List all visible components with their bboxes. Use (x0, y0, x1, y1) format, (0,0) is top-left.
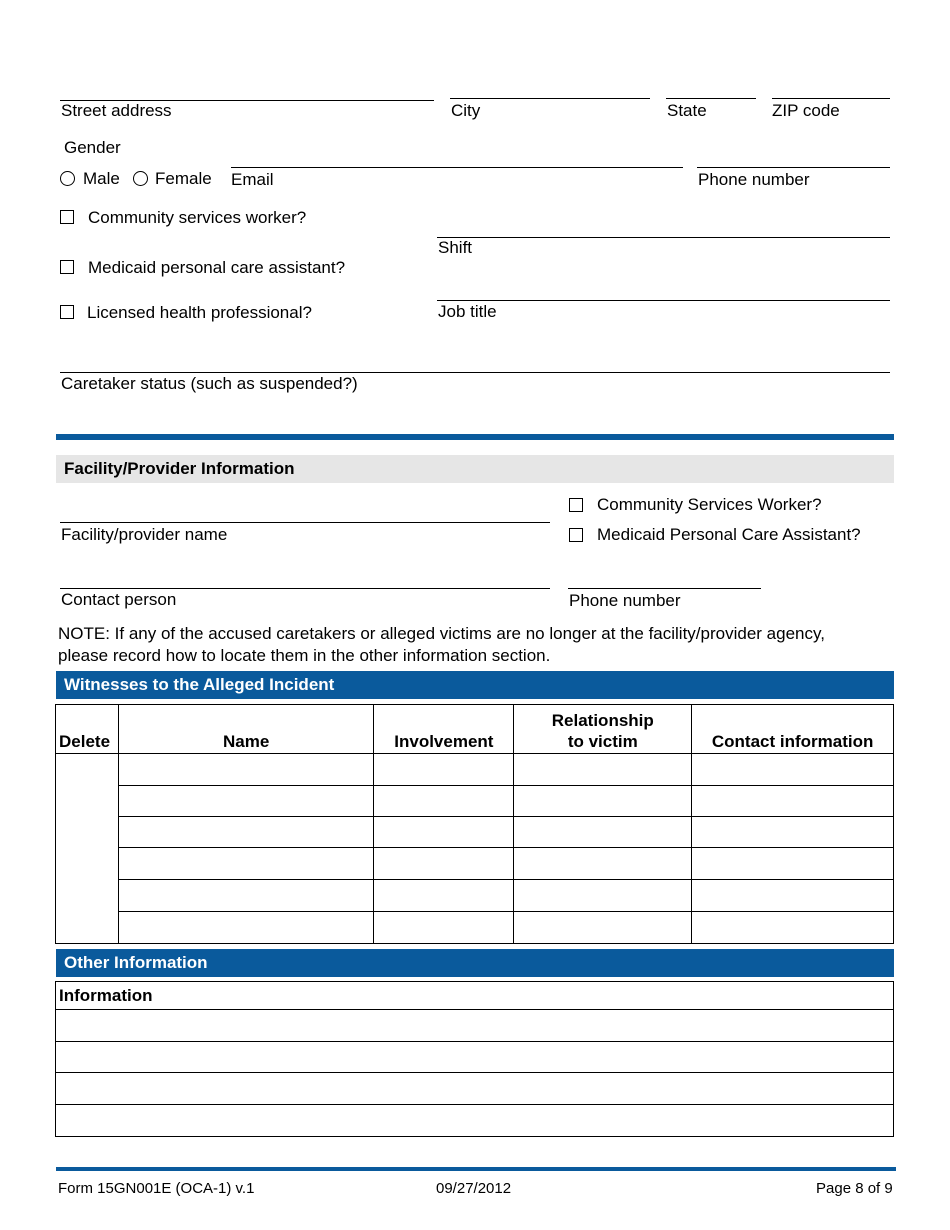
witness-contact-cell[interactable] (692, 817, 894, 848)
zip-code-label: ZIP code (772, 101, 840, 120)
witnesses-section-header: Witnesses to the Alleged Incident (56, 671, 894, 699)
other-info-table (55, 981, 894, 1137)
table-row (56, 1105, 894, 1137)
witness-relationship-cell[interactable] (514, 817, 692, 848)
community-worker-label: Community services worker? (88, 208, 307, 227)
gender-female-radio[interactable] (133, 171, 148, 186)
facility-section-header: Facility/Provider Information (56, 455, 894, 483)
witness-name-cell[interactable] (118, 848, 373, 880)
witness-relationship-cell[interactable] (514, 754, 692, 786)
witness-involvement-cell[interactable] (374, 912, 514, 944)
witness-name-cell[interactable] (118, 880, 373, 912)
caretaker-phone-input[interactable] (697, 167, 890, 168)
email-label: Email (231, 170, 274, 189)
witnesses-table (55, 704, 894, 944)
witness-contact-cell[interactable] (692, 754, 894, 786)
information-cell[interactable] (56, 1042, 894, 1073)
table-row (56, 848, 894, 880)
delete-cell[interactable] (56, 754, 119, 944)
witness-involvement-cell[interactable] (374, 880, 514, 912)
facility-phone-label: Phone number (569, 591, 681, 610)
community-worker-checkbox[interactable] (60, 210, 74, 224)
state-input[interactable] (666, 98, 756, 99)
table-row (56, 786, 894, 817)
column-header-relationship-text: Relationship to victim (551, 711, 654, 751)
facility-community-worker-checkbox[interactable] (569, 498, 583, 512)
witness-involvement-cell[interactable] (374, 786, 514, 817)
column-header-relationship (514, 705, 692, 754)
witness-name-cell[interactable] (118, 786, 373, 817)
witness-name-cell[interactable] (118, 912, 373, 944)
medicaid-pca-label: Medicaid personal care assistant? (88, 258, 346, 277)
caretaker-phone-label: Phone number (698, 170, 810, 189)
witness-name-cell[interactable] (118, 754, 373, 786)
licensed-professional-checkbox[interactable] (60, 305, 74, 319)
medicaid-pca-checkbox[interactable] (60, 260, 74, 274)
table-row (56, 1042, 894, 1073)
column-header-involvement: Involvement (374, 705, 514, 754)
footer-date: 09/27/2012 (436, 1180, 512, 1197)
column-header-name: Name (118, 705, 373, 754)
facility-medicaid-pca-checkbox[interactable] (569, 528, 583, 542)
witness-contact-cell[interactable] (692, 880, 894, 912)
information-cell[interactable] (56, 1105, 894, 1137)
section-divider (56, 434, 894, 440)
information-cell[interactable] (56, 1073, 894, 1105)
email-input[interactable] (231, 167, 683, 168)
footer-form-id: Form 15GN001E (OCA-1) v.1 (58, 1180, 255, 1197)
gender-male-radio[interactable] (60, 171, 75, 186)
column-header-information: Information (56, 982, 894, 1010)
facility-phone-input[interactable] (568, 588, 761, 589)
table-row (56, 912, 894, 944)
street-address-label: Street address (61, 101, 172, 120)
facility-name-label: Facility/provider name (61, 525, 228, 544)
zip-code-input[interactable] (772, 98, 890, 99)
witness-involvement-cell[interactable] (374, 848, 514, 880)
job-title-input[interactable] (437, 300, 890, 301)
licensed-professional-label: Licensed health professional? (87, 303, 312, 322)
witness-contact-cell[interactable] (692, 912, 894, 944)
table-row (56, 1010, 894, 1042)
shift-input[interactable] (437, 237, 890, 238)
facility-name-input[interactable] (60, 522, 550, 523)
other-info-section-header: Other Information (56, 949, 894, 977)
footer-page-number: Page 8 of 9 (816, 1180, 893, 1197)
job-title-label: Job title (438, 302, 497, 321)
witness-contact-cell[interactable] (692, 786, 894, 817)
state-label: State (667, 101, 707, 120)
gender-female-label: Female (155, 169, 212, 188)
facility-note: NOTE: If any of the accused caretakers or alleged victims are no longer at the facility/provider agency, please record how to locate them in the other information section. (58, 624, 825, 665)
witness-relationship-cell[interactable] (514, 880, 692, 912)
witness-relationship-cell[interactable] (514, 912, 692, 944)
column-header-delete: Delete (56, 705, 119, 754)
caretaker-status-input[interactable] (60, 372, 890, 373)
contact-person-label: Contact person (61, 590, 177, 609)
column-header-contact: Contact information (692, 705, 894, 754)
information-cell[interactable] (56, 1010, 894, 1042)
facility-community-worker-label: Community Services Worker? (597, 495, 822, 514)
witness-relationship-cell[interactable] (514, 848, 692, 880)
facility-medicaid-pca-label: Medicaid Personal Care Assistant? (597, 525, 861, 544)
witness-involvement-cell[interactable] (374, 754, 514, 786)
witness-name-cell[interactable] (118, 817, 373, 848)
table-row (56, 880, 894, 912)
shift-label: Shift (438, 238, 473, 257)
gender-label: Gender (64, 138, 121, 157)
city-input[interactable] (450, 98, 650, 99)
table-row (56, 817, 894, 848)
gender-male-label: Male (83, 169, 120, 188)
caretaker-status-label: Caretaker status (such as suspended?) (61, 374, 358, 393)
table-row (56, 754, 894, 786)
city-label: City (451, 101, 481, 120)
witness-contact-cell[interactable] (692, 848, 894, 880)
table-row (56, 1073, 894, 1105)
contact-person-input[interactable] (60, 588, 550, 589)
footer-rule (56, 1167, 896, 1171)
witness-relationship-cell[interactable] (514, 786, 692, 817)
witness-involvement-cell[interactable] (374, 817, 514, 848)
